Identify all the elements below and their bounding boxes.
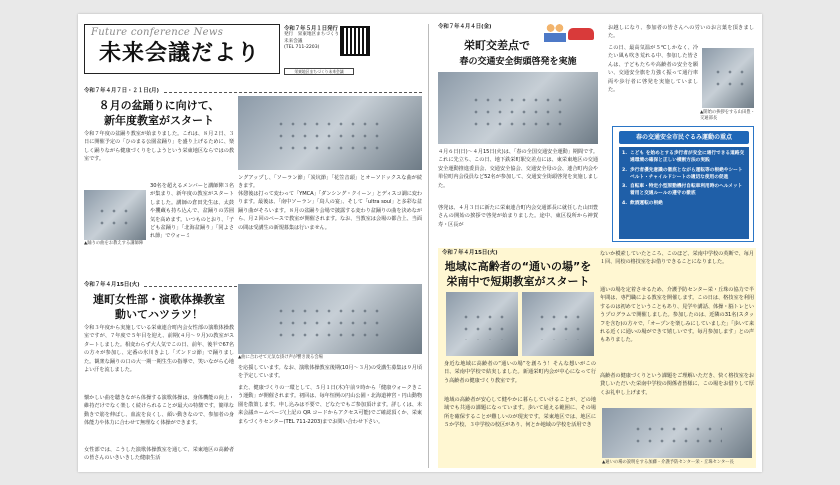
article-date: 令和７年４月15日(火) [84, 282, 143, 289]
article-title: 栄南中で短期教室がスタート [446, 275, 590, 288]
class-session-photo [522, 292, 594, 356]
article-date: 令和７年４月７日・２１日(月) [84, 88, 162, 95]
article-body: また、健康づくりの一環として、５月１日(木)午前９時から「健康ウォークきこう運動」が開催されます。初回は、毎年恒例の円山公園・北海道神宮・円山動物園を散策します。申し込みは不要で、どなたでもご参加頂けます。詳しくは、未来会議ホームページ(上記の QR コードからアクセス可能)でご確認頂くか、栄東まちづくりセンター(TEL 711-2203)までお問い合わせ下さい。 [238, 385, 422, 425]
masthead-info [284, 26, 340, 52]
photo-caption: ▲踊りの曲をお教えする講師陣 [84, 241, 144, 246]
article-body: 女性部では、こうした演歌体操教室を通して、栄東地区の高齢者の皆さんのいきいきした健康生活 [84, 447, 234, 462]
kato-explanation-photo [602, 408, 752, 458]
article-date: 令和７年４月15日(火) [442, 250, 498, 256]
publisher-phone: (TEL 711-2203) [284, 45, 320, 51]
article-body: 30名を超えるメンバーと講師陣３名が集まり、新年度の教室がスタートしました。講師の倉田先生は、太鼓や攫蔵も持ち込んで、盆踊りの雰囲気を高めます。いつものとおり、「子ども盆踊り」「北海盆踊り」「同よされ節」でウォーミ [150, 183, 234, 240]
article-body: ４月６日(日)～４月15日(火)は、「春の全国交通安全運動」期間です。これに先立ち、この日、地下鉄栄町駅交差点には、東栄東地区の交通安全運動推進委員会、交通安全協会、交通安全母の会、連合町内会や単位町内会役員など52名が参加して、交通安全街頭啓発を実施しました。 [438, 149, 598, 189]
article-body: この日、最高気温が５℃しかなく、冷たい風も吹き荒れる中、参加した皆さんは、子どもたちや高齢者の安全を願い、交通安全旗を力強く振って通行車両や歩行者に啓発を実施していました。 [608, 45, 698, 94]
article-body: 通いの場を定着させるため、介護予防センター栄・丘珠の協力で半年間は、専門職による教室を開催します。この日は、格技室を利用するのは初めてということもあり、見学や講話、体操・脳トレというプログラムで開催しました。参加したのは、近隣の31名(スタッフを含む)の方々で、「オープンを楽しみにしていました」「歩いて来れる近くに通いの場ができて嬉しいです。毎月参加します」との声もありました。 [600, 287, 754, 344]
photo-caption: ▲通いの場の説明をする加藤・介護予防センター栄・丘珠センター長 [602, 460, 734, 465]
article-body: を応援しています。なお、演歌体操教室後期(10月～３月)の受講生募集は９月頃を予定しています。 [238, 365, 422, 380]
article-body: お越しになり、参加者の皆さんへの労いのお言葉を頂きました。 [608, 25, 754, 40]
bon-dance-photo [238, 96, 422, 170]
photo-caption: ▲開始の挨拶をする山田豊・交通部長 [700, 110, 755, 121]
qr-code-icon[interactable] [340, 26, 370, 56]
column-divider [428, 24, 429, 468]
list-item: 1. こども を始めとする歩行者が安全に通行できる道路交通環境の確保と正しい横断方法の実践 [622, 151, 745, 163]
yamada-greeting-photo [702, 48, 754, 108]
bon-instructors-photo [84, 190, 146, 240]
masthead-badge: 栄東地区まちづくり未来会議 [284, 68, 354, 75]
publisher: 発行 栄東地区まちづくり未来会議 [284, 32, 340, 44]
traffic-campaign-photo [438, 72, 598, 144]
article-title: ８月の盆踊りに向けて、 [98, 99, 220, 112]
list-item: 4. 飲酒運転の根絶 [622, 200, 663, 206]
masthead [84, 24, 280, 74]
enka-gym-photo [238, 284, 422, 354]
school-building-photo [446, 292, 518, 356]
article-title: 新年度教室がスタート [104, 114, 214, 127]
article-body: 啓発は、４月３日に新たに栄東連合町内会交通部長に就任した山田豊さんの開始の挨拶で啓発が始まりました。途中、東区役所から神賀寿・区長が [438, 205, 598, 228]
masthead-title-jp: 未来会議だより [99, 41, 261, 66]
article-body: ないか模索していたところ、このほど、栄南中学校の英断で、毎月１回、同校の格技室をお借りできることになりました。 [600, 251, 754, 266]
article-body: 令和３年度から実施している栄東連合町内会女性部の演歌体操教室ですが、７年度で５年目を迎え、前期(４月～９月)の教室がスタートしました。相変わらず大人気でこの日、前年、後半で67名の方々が参加し、定番の氷川きよし「ズンドコ節」で踊りました。観衆な踊りの口の大一期一期生生の指導で、笑いながら心地よい汗を流しました。 [84, 325, 234, 374]
article-body: 休憩後は打って変わって「YMCA」「ダンシング・クイーン」とディスコ調に変わります。最後は、「南中ソーラン」「鳥人の宴」、そして「ultra soul」と多彩な盆踊り曲がそろいます。８月の盆踊り会場で披露する変わり盆踊りの曲を決めながら、月２回のペースで教室が開催されます。なお、当教室は会場の都合上、当面の間は受講生の新規募集は行いません。 [238, 191, 422, 231]
article-title: 動いてハツラツ！ [115, 308, 203, 321]
article-title: 春の交通安全街頭啓発を実施 [459, 57, 577, 67]
infobox-title: 春の交通安全市民ぐるみ運動の重点 [619, 131, 749, 144]
article-body: 懐かしい曲を聴きながら体操する演歌体操は、身体機能の向上・維持だけでなく楽しく続けられることが最大の特徴です。簡単な動きで筋を伸ばし、血流を良くし、顔い動きなので、参加者の身体能力や体力に合わせて無理なく体操ができます。 [84, 395, 234, 427]
list-item: 2. 歩行者優先意識の徹底とながら運転等の根絶やシートベルト・チャイルドシートの適切な使用の促進 [622, 167, 743, 180]
article-body: ングアップし、「ソーラン節」「炭坑節」「花笠音頭」とオーソドックスな曲が続きます。 [238, 175, 422, 190]
infobox-list [619, 147, 749, 239]
article-body: 身近な地域に高齢者の“通いの場”を創ろう！そんな想いがこの日、栄南中学校で結実しました。新通栄町内会が中心になって行う高齢者の健康づくり教室です。 [444, 361, 596, 384]
article-title: 栄町交差点で [464, 39, 530, 52]
article-title: 連町女性部・演歌体操教室 [93, 293, 225, 306]
list-item: 3. 自転車・特定小型原動機付自転車利用時のヘルメット着用と交通ルールの遵守の徹底 [622, 184, 743, 196]
article-title: 地域に高齢者の“通いの場”を [444, 260, 592, 273]
issue-date: 令和７年５月１日発行 [284, 26, 338, 32]
article-body: 地域の高齢者が安心して健やかに暮らしていけることが、どの地域でも共通の課題になっています。歩いて通える範囲に、その場所を確保することが難しいのが現実です。栄東地区では、地区に５か学校、３中学校の校区があり、何とか地域の学校を活用でき [444, 397, 596, 429]
article-body: 高齢者の健康づくりという課題をご理解いただき、快く格技室をお貸しいただいた栄南中学校の関係者皆様に、この場をお借りして厚くお礼申し上げます。 [600, 373, 754, 396]
newsletter-page [78, 14, 762, 472]
article-date: 令和７年４月４日(金) [438, 24, 492, 30]
photo-caption: ▲曲に合わせて元気な掛け声が響き渡る会場 [238, 355, 323, 360]
traffic-safety-priorities-box [612, 126, 754, 242]
masthead-title-en: Future conference News [91, 27, 224, 38]
article-body: 令和７年度の盆踊り教室が始まりました。これは、８月２日、３日に開催予定の「ひのまる公園盆踊り」を盛り上げるために、楽しく踊りながら健康づくりをしようという栄東地区ならではの教室です。 [84, 131, 234, 163]
